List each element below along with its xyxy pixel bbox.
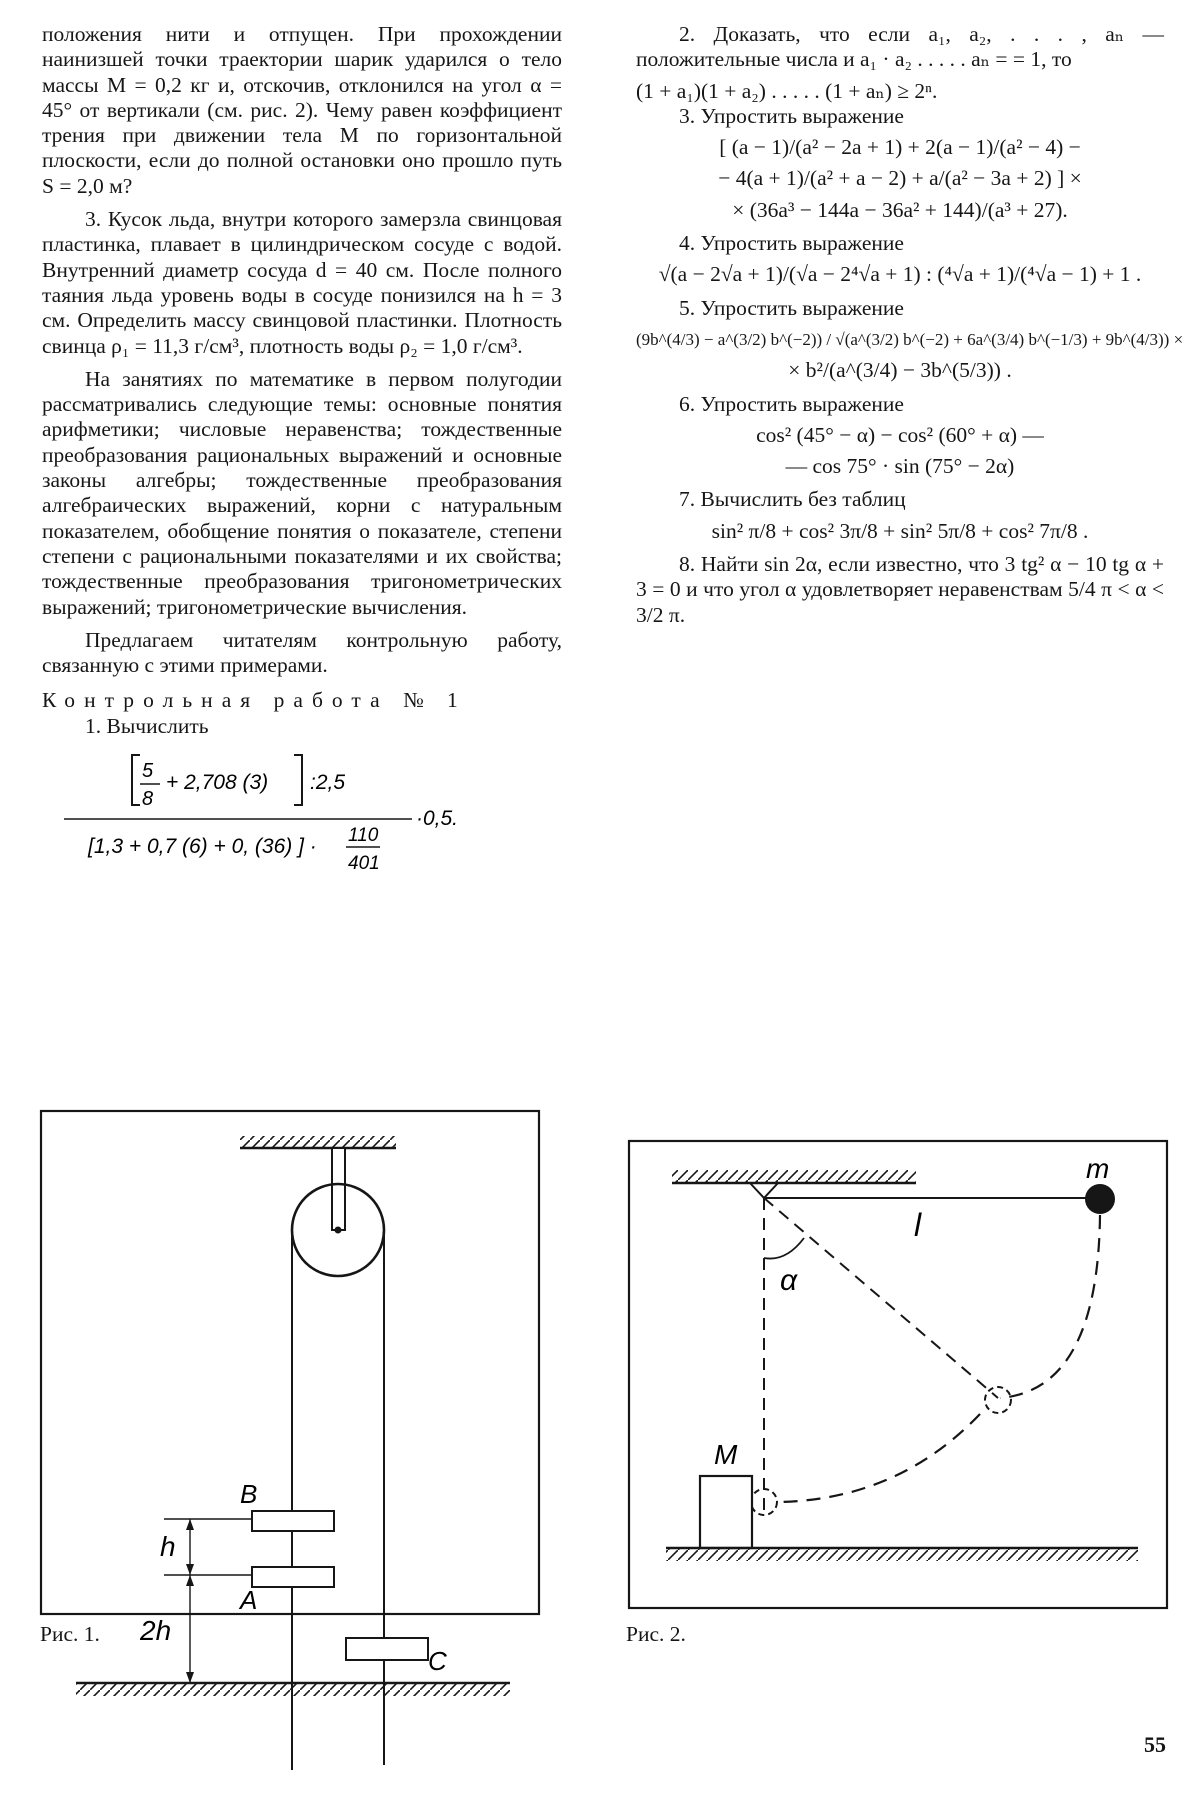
task-6-line-2: — cos 75° · sin (75° − 2α) — [785, 454, 1015, 479]
t1-num-a: 5 — [142, 760, 154, 783]
task-8: 8. Найти sin 2α, если известно, что 3 tg² α − 10 tg α + 3 = 0 и что угол α удовлетворяет неравенствам 5/4 π < α < 3/2 π. — [636, 552, 1164, 627]
task-4-label: 4. Упростить выражение — [679, 231, 904, 256]
weight-C — [346, 1638, 428, 1660]
problem-3: 3. Кусок льда, внутри которого замерзла свинцовая пластинка, плавает в цилиндрическом сосуде с водой. Внутренний диаметр сосуда d = 40 см. После полного таяния льда уровень воды в сосуде понизился на h = 3 см. Определить массу свинцовой пластинки. Плотность свинца ρ₁ = 11,3 г/см³, плотность воды ρ₂ = 1,0 г/см³. — [42, 207, 562, 358]
t1-den-b: 110 — [348, 825, 379, 847]
t1-tail: ·0,5. — [416, 807, 459, 831]
label-m: m — [1086, 1153, 1110, 1184]
task-3-line-3: × (36a³ − 144a − 36a² + 144)/(a³ + 27). — [732, 197, 1068, 222]
ceiling-hatch — [240, 1136, 396, 1148]
plate-A — [252, 1567, 334, 1587]
label-B: B — [240, 1479, 258, 1509]
ball-m — [1085, 1184, 1115, 1214]
page-number: 55 — [1144, 1732, 1166, 1757]
topics-paragraph: На занятиях по математике в первом полугодии рассматривались следующие темы: основные понятия арифметики; числовые неравенства; тождественные преобразования рациональных выражений и основные законы алгебры; тождественные преобразования алгебраических выражений, корни с натуральным показателем, обобщение понятия о показателе, степени степени с рациональными показателями и их свойства; тождественные преобразования тригонометрических выражений; тригонометрические вычисления. — [42, 366, 562, 619]
label-A: A — [240, 1585, 258, 1615]
label-M: M — [714, 1439, 738, 1470]
right-column — [636, 22, 1184, 628]
t1-num-b: 8 — [142, 788, 154, 811]
label-h: h — [160, 1531, 176, 1562]
task-3-line-1: [ (a − 1)/(a² − 2a + 1) + 2(a − 1)/(a² − 4) − — [719, 135, 1081, 160]
test-title: Контрольная работа № 1 — [42, 688, 467, 713]
figure-2-caption: Рис. 2. — [626, 1622, 686, 1646]
figure-1-caption: Рис. 1. — [40, 1622, 100, 1646]
label-alpha: α — [780, 1264, 798, 1297]
offer-paragraph: Предлагаем читателям контрольную работу, связанную с этими примерами. — [42, 627, 562, 678]
task-3-label: 3. Упростить выражение — [679, 103, 904, 128]
t1-den-a: [1,3 + 0,7 (6) + 0, (36) ] · — [88, 835, 317, 859]
task-7-expression: sin² π/8 + cos² 3π/8 + sin² 5π/8 + cos² 7π/8 . — [711, 518, 1089, 543]
floor-hatch — [76, 1684, 510, 1696]
t1-num-c: + 2,708 (3) — [166, 771, 269, 795]
task-1-formula — [42, 747, 562, 877]
figure-1-frame — [41, 1111, 539, 1614]
task-5-line-1: (9b^(4/3) − a^(3/2) b^(−2)) / √(a^(3/2) b^(−2) + 6a^(3/4) b^(−1/3) + 9b^(4/3)) × — [636, 329, 1184, 349]
intro-paragraph: положения нити и отпущен. При прохождении наинизшей точки траектории шарик ударился о тело массы M = 0,2 кг и, отскочив, отклонился на угол α = 45° от вертикали (см. рис. 2). Чему равен коэффициент трения при движении тела M по горизонтальной плоскости, если до полной остановки оно прошло путь S = 2,0 м? — [42, 22, 562, 198]
task-2-equation: (1 + a₁)(1 + a₂) . . . . . (1 + aₙ) ≥ 2ⁿ. — [636, 78, 938, 103]
left-column — [42, 22, 562, 877]
t1-num-d: :2,5 — [310, 771, 346, 795]
label-2h: 2h — [140, 1615, 172, 1646]
task-5-label: 5. Упростить выражение — [679, 295, 904, 320]
label-l: l — [914, 1207, 922, 1243]
t1-den-c: 401 — [348, 853, 380, 875]
task-6-label: 6. Упростить выражение — [679, 391, 904, 416]
task-7-label: 7. Вычислить без таблиц — [679, 487, 906, 512]
task-3-line-2: − 4(a + 1)/(a² + a − 2) + a/(a² − 3a + 2) ] × — [718, 166, 1082, 191]
task-4-expression: √(a − 2√a + 1)/(√a − 2⁴√a + 1) : (⁴√a + 1)/(⁴√a − 1) + 1 . — [658, 262, 1142, 287]
figure-2 — [628, 1140, 1168, 1615]
task-5-line-2: × b²/(a^(3/4) − 3b^(5/3)) . — [788, 358, 1012, 383]
task-1-label: 1. Вычислить — [85, 713, 209, 738]
plate-B — [252, 1511, 334, 1531]
task-2: 2. Доказать, что если a₁, a₂, . . . , aₙ — положительные числа и a₁ · a₂ . . . . . aₙ = = 1, то — [636, 22, 1164, 72]
label-C: C — [428, 1646, 447, 1676]
task-6-line-1: cos² (45° − α) − cos² (60° + α) — — [756, 422, 1044, 447]
block-M — [700, 1476, 752, 1548]
